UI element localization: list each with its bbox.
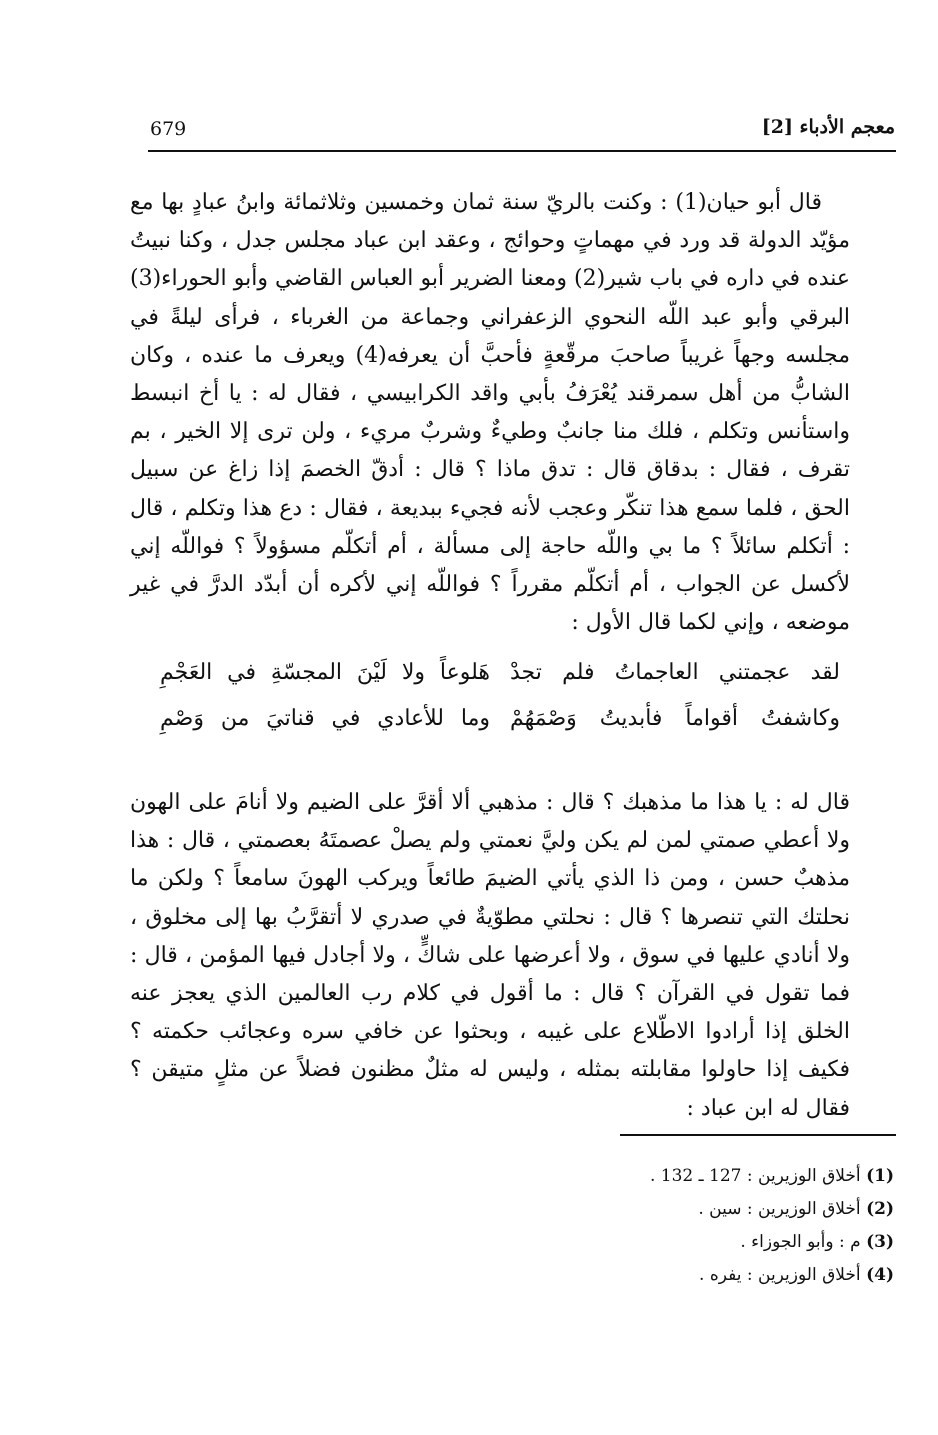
verse-2-second-hemistich: وما للأعادي في قناتيَ من وَصْمِ — [160, 706, 490, 731]
paragraph-text: قال أبو حيان(1) : وكنت بالريّ سنة ثمان وخمسين وثلاثمائة وابنُ عبادٍ بها مع مؤيّد الدولة قد ورد في مهماتٍ وحوائج ، وعقد ابن عباد مجلس جدل ، وكنا نبيتُ عنده في داره في باب شير(2) ومعنا الضرير أبو العباس القاضي وأبو الحوراء(3) البرقي وأبو عبد اللّه النحوي الزعفراني وجماعة من الغرباء ، فرأى ليلةً في مجلسه وجهاً غريباً صاحبَ مرقّعةٍ فأحبَّ أن يعرفه(4) ويعرف ما عنده ، وكان الشابُّ من أهل سمرقند يُعْرَفُ بأبي واقد الكرابيسي ، فقال له : يا أخ انبسط واستأنس وتكلم ، فلك منا جانبٌ وطيءٌ وشربٌ مريء ، ولن ترى إلا الخير ، بم تقرف ، فقال : بدقاق قال : تدق ماذا ؟ قال : أدقّ الخصمَ إذا زاغ عن سبيل الحق ، فلما سمع هذا تنكّر وعجب لأنه فجيء ببديعة ، فقال : دع هذا وتكلم ، قال : أتكلم سائلاً ؟ ما بي واللّه حاجة إلى مسألة ، أم أتكلّم مسؤولاً ؟ فواللّه إني لأكسل عن الجواب ، أم أتكلّم مقرراً ؟ فواللّه إني لأكره أن أبدّد الدرَّ في غير موضعه ، وإني لكما قال الأول : — [130, 190, 851, 636]
running-title: معجم الأدباء [2] — [761, 116, 895, 138]
footnote-text: أخلاق الوزيرين : 127 ـ 132 . — [649, 1166, 861, 1186]
page-header — [150, 112, 895, 152]
poem-verses — [130, 660, 850, 752]
paragraph-text: قال له : يا هذا ما مذهبك ؟ قال : مذهبي ألا أقرَّ على الضيم ولا أنامَ على الهون ولا أعطي صمتي لمن لم يكن وليَّ نعمتي ولم يصلْ عصمتَهُ بعصمتي ، قال : هذا مذهبٌ حسن ، ومن ذا الذي يأتي الضيمَ طائعاً ويركب الهونَ سامعاً ؟ ولكن ما نحلتك التي تنصرها ؟ قال : نحلتي مطوّيةٌ في صدري لا أتقرَّبُ بها إلى مخلوق ، ولا أنادي عليها في سوق ، ولا أعرضها على شاكٍّ ، ولا أجادل فيها المؤمن ، قال : فما تقول في القرآن ؟ قال : ما أقول في كلام رب العالمين الذي يعجز عنه الخلق إذا أرادوا الاطّلاع على غيبه ، وبحثوا عن خافي سره وعجائب حكمته ؟ فكيف إذا حاولوا مقابلته بمثله ، وليس له مثلٌ مظنون فضلاً عن مثلٍ متيقن ؟ فقال له ابن عباد : — [130, 790, 850, 1121]
footnote-number: (2) — [866, 1199, 894, 1219]
footnote-text: أخلاق الوزيرين : يفره . — [699, 1265, 861, 1285]
verse-1-first-hemistich: لقد عجمتني العاجماتُ فلم تجدْ — [510, 660, 840, 685]
verse-2-first-hemistich: وكاشفتُ أقواماً فأبديتُ وَصْمَهُمْ — [510, 706, 840, 731]
main-paragraph-1 — [130, 184, 850, 642]
footnote-3 — [494, 1226, 894, 1259]
footnote-text: أخلاق الوزيرين : سين . — [698, 1199, 861, 1219]
footnote-rule — [620, 1134, 896, 1136]
footnote-text: م : وأبو الجوزاء . — [740, 1232, 861, 1252]
footnote-4 — [494, 1259, 894, 1292]
page-number: 679 — [150, 118, 187, 140]
footnotes — [494, 1160, 894, 1292]
verse-line-2 — [130, 706, 850, 752]
footnote-1 — [494, 1160, 894, 1193]
verse-line-1 — [130, 660, 850, 706]
main-paragraph-2 — [130, 762, 850, 1150]
footnote-number: (1) — [866, 1166, 894, 1186]
footnote-number: (3) — [866, 1232, 894, 1252]
footnote-2 — [494, 1193, 894, 1226]
header-rule — [148, 150, 896, 152]
verse-1-second-hemistich: هَلوعاً ولا لَيْنَ المجسّةِ في العَجْمِ — [160, 660, 490, 685]
footnote-number: (4) — [866, 1265, 894, 1285]
